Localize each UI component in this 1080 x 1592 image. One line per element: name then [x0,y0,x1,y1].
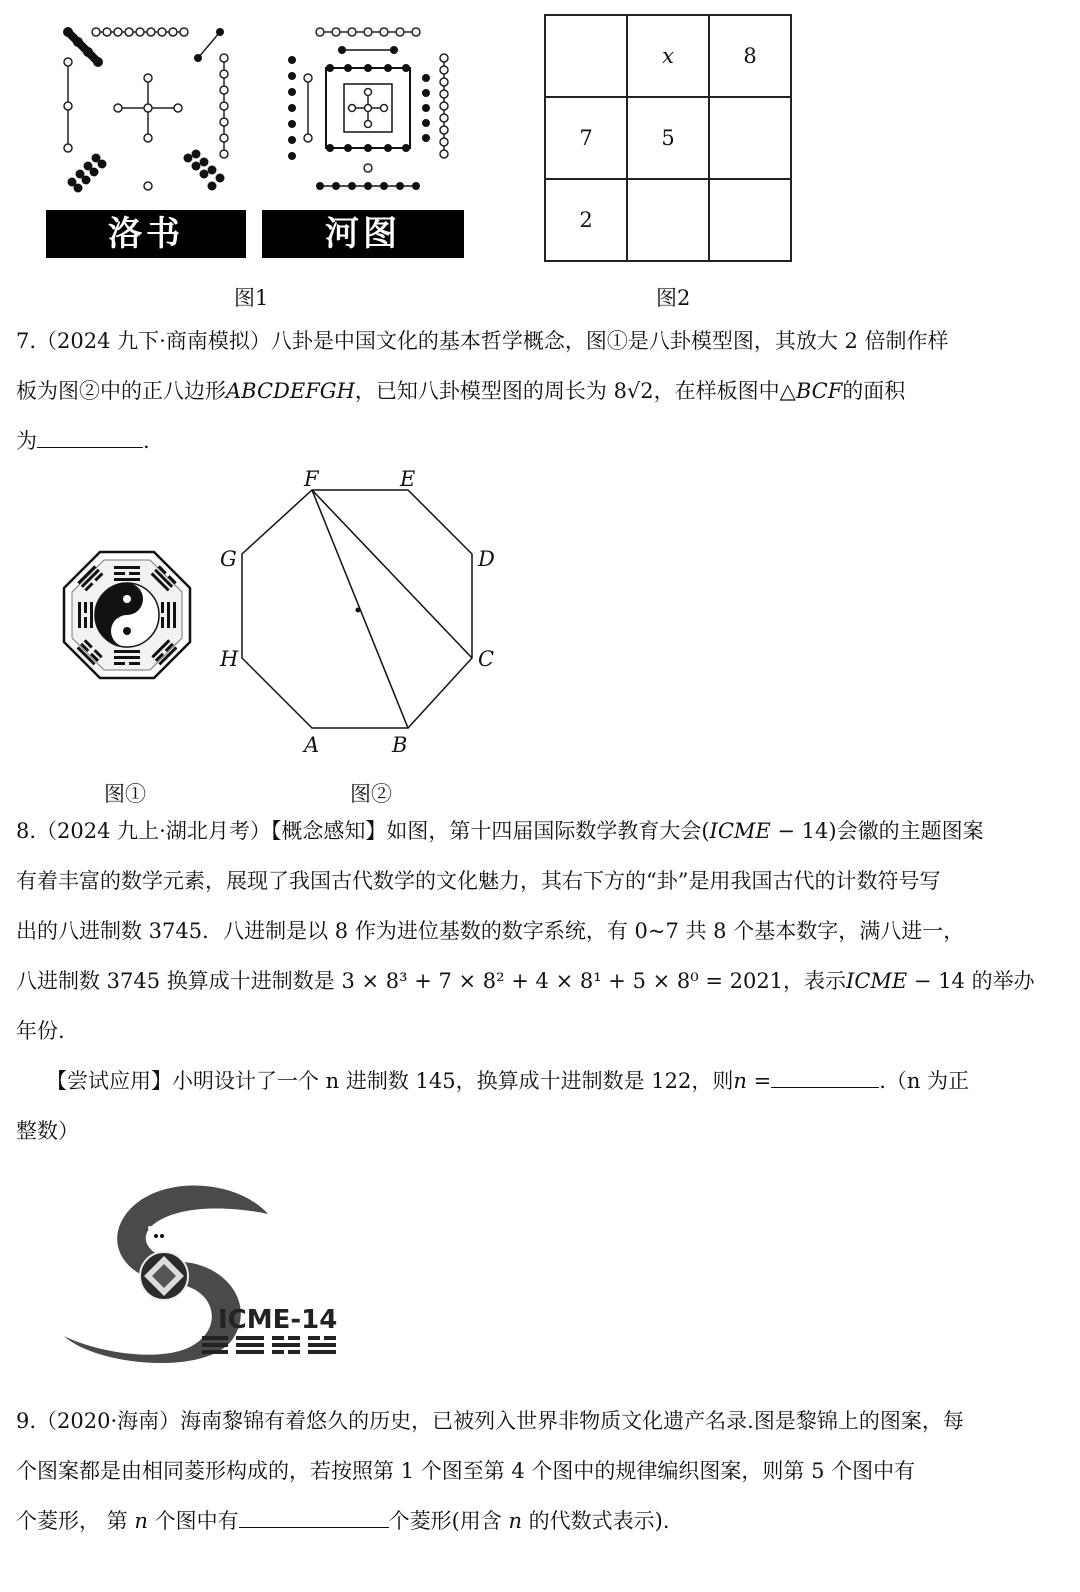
fig1-caption: 图1 [234,286,269,310]
q8-text: 【尝试应用】小明设计了一个 n 进制数 145，换算成十进制数是 122，则 [46,1069,734,1093]
q8-line4 [16,956,1066,1006]
icme-logo [56,1180,366,1370]
bagua-diagram [52,540,202,690]
magic-square-grid [544,14,792,262]
icme-term: ICME [709,819,771,843]
q7-text: ，已知八卦模型图的周长为 8√2，在样板图中△ [354,379,796,403]
vertex-d: D [478,547,495,571]
q9-answer-blank[interactable] [239,1501,389,1528]
triangle-name: BCF [795,379,843,403]
fig2-caption: 图2 [656,286,691,310]
q9-line2: 个图案都是由相同菱形构成的，若按照第 1 个图至第 4 个图中的规律编织图案，则第 5 个图中有 [16,1459,916,1483]
q8-text: .（n 为正 [879,1069,970,1093]
grid-cell [709,179,791,261]
q8-text: = [746,1069,772,1093]
q8-text: − 14 的举办 [907,969,1035,993]
octagon-caption: 图② [350,782,392,806]
q8-line6 [16,1056,1066,1106]
grid-cell [545,15,627,97]
q7-answer-blank[interactable] [37,421,143,448]
grid-cell: x [627,15,709,97]
q8-answer-blank[interactable] [771,1061,879,1088]
bagua-caption: 图① [104,782,146,806]
grid-cell: 2 [545,179,627,261]
luoshu-diagram [48,18,248,196]
question-7 [16,316,1066,466]
q7-line1: 7.（2024 九下·商南模拟）八卦是中国文化的基本哲学概念，图①是八卦模型图，其放大 2 倍制作样 [16,329,949,353]
grid-row [545,179,791,261]
q9-line3 [16,1496,1066,1546]
q8-line3: 出的八进制数 3745．八进制是以 8 作为进位基数的数字系统，有 0~7 共 8 个基本数字，满八进一， [16,919,965,943]
grid-row [545,15,791,97]
vertex-f: F [304,467,319,491]
octagon-name: ABCDEFGH [226,379,355,403]
q7-line2 [16,366,1066,416]
grid-cell [709,97,791,179]
hetu-diagram [268,18,468,196]
q7-text: . [143,429,150,453]
q8-line7: 整数） [16,1119,79,1143]
q8-text: 8.（2024 九上·湖北月考）【概念感知】如图，第十四届国际数学教育大会( [16,819,710,843]
vertex-b: B [392,733,408,757]
q8-text: − 14)会徽的主题图案 [770,819,984,843]
q9-line1: 9.（2020·海南）海南黎锦有着悠久的历史，已被列入世界非物质文化遗产名录.图是黎锦上的图案，每 [16,1409,964,1433]
question-8 [16,806,1066,1156]
q8-line2: 有着丰富的数学元素，展现了我国古代数学的文化魅力，其右下方的“卦”是用我国古代的计数符号写 [16,869,941,893]
vertex-a: A [304,733,320,757]
var-n: n [733,1069,747,1093]
vertex-g: G [220,547,237,571]
grid-cell: 5 [627,97,709,179]
grid-cell: 8 [709,15,791,97]
grid-cell [627,179,709,261]
yin-yang-icon [95,583,159,647]
q7-text: 为 [16,429,37,453]
octagon-diagram [210,462,510,762]
q9-text: 个菱形(用含 [388,1509,509,1533]
vertex-e: E [400,467,416,491]
luoshu-label: 洛书 [46,210,246,258]
q7-text: 的面积 [842,379,906,403]
vertex-c: C [478,647,495,671]
q7-line3 [16,416,1066,466]
vertex-h: H [220,647,239,671]
q8-line1 [16,806,1066,856]
hetu-label: 河图 [262,210,464,258]
var-n: n [508,1509,522,1533]
q7-text: 板为图②中的正八边形 [16,379,226,403]
q9-text: 的代数式表示). [521,1509,670,1533]
grid-cell: 7 [545,97,627,179]
icme-logo-text: ICME-14 [218,1305,338,1335]
grid-row [545,97,791,179]
var-n: n [134,1509,148,1533]
question-9 [16,1396,1066,1546]
icme-term: ICME [846,969,908,993]
q9-text: 个图中有 [147,1509,239,1533]
q8-line5: 年份. [16,1019,65,1043]
q9-text: 个菱形， 第 [16,1509,135,1533]
q8-text: 八进制数 3745 换算成十进制数是 3 × 8³ + 7 × 8² + 4 × 8¹ + 5 × 8⁰ = 2021，表示 [16,969,847,993]
